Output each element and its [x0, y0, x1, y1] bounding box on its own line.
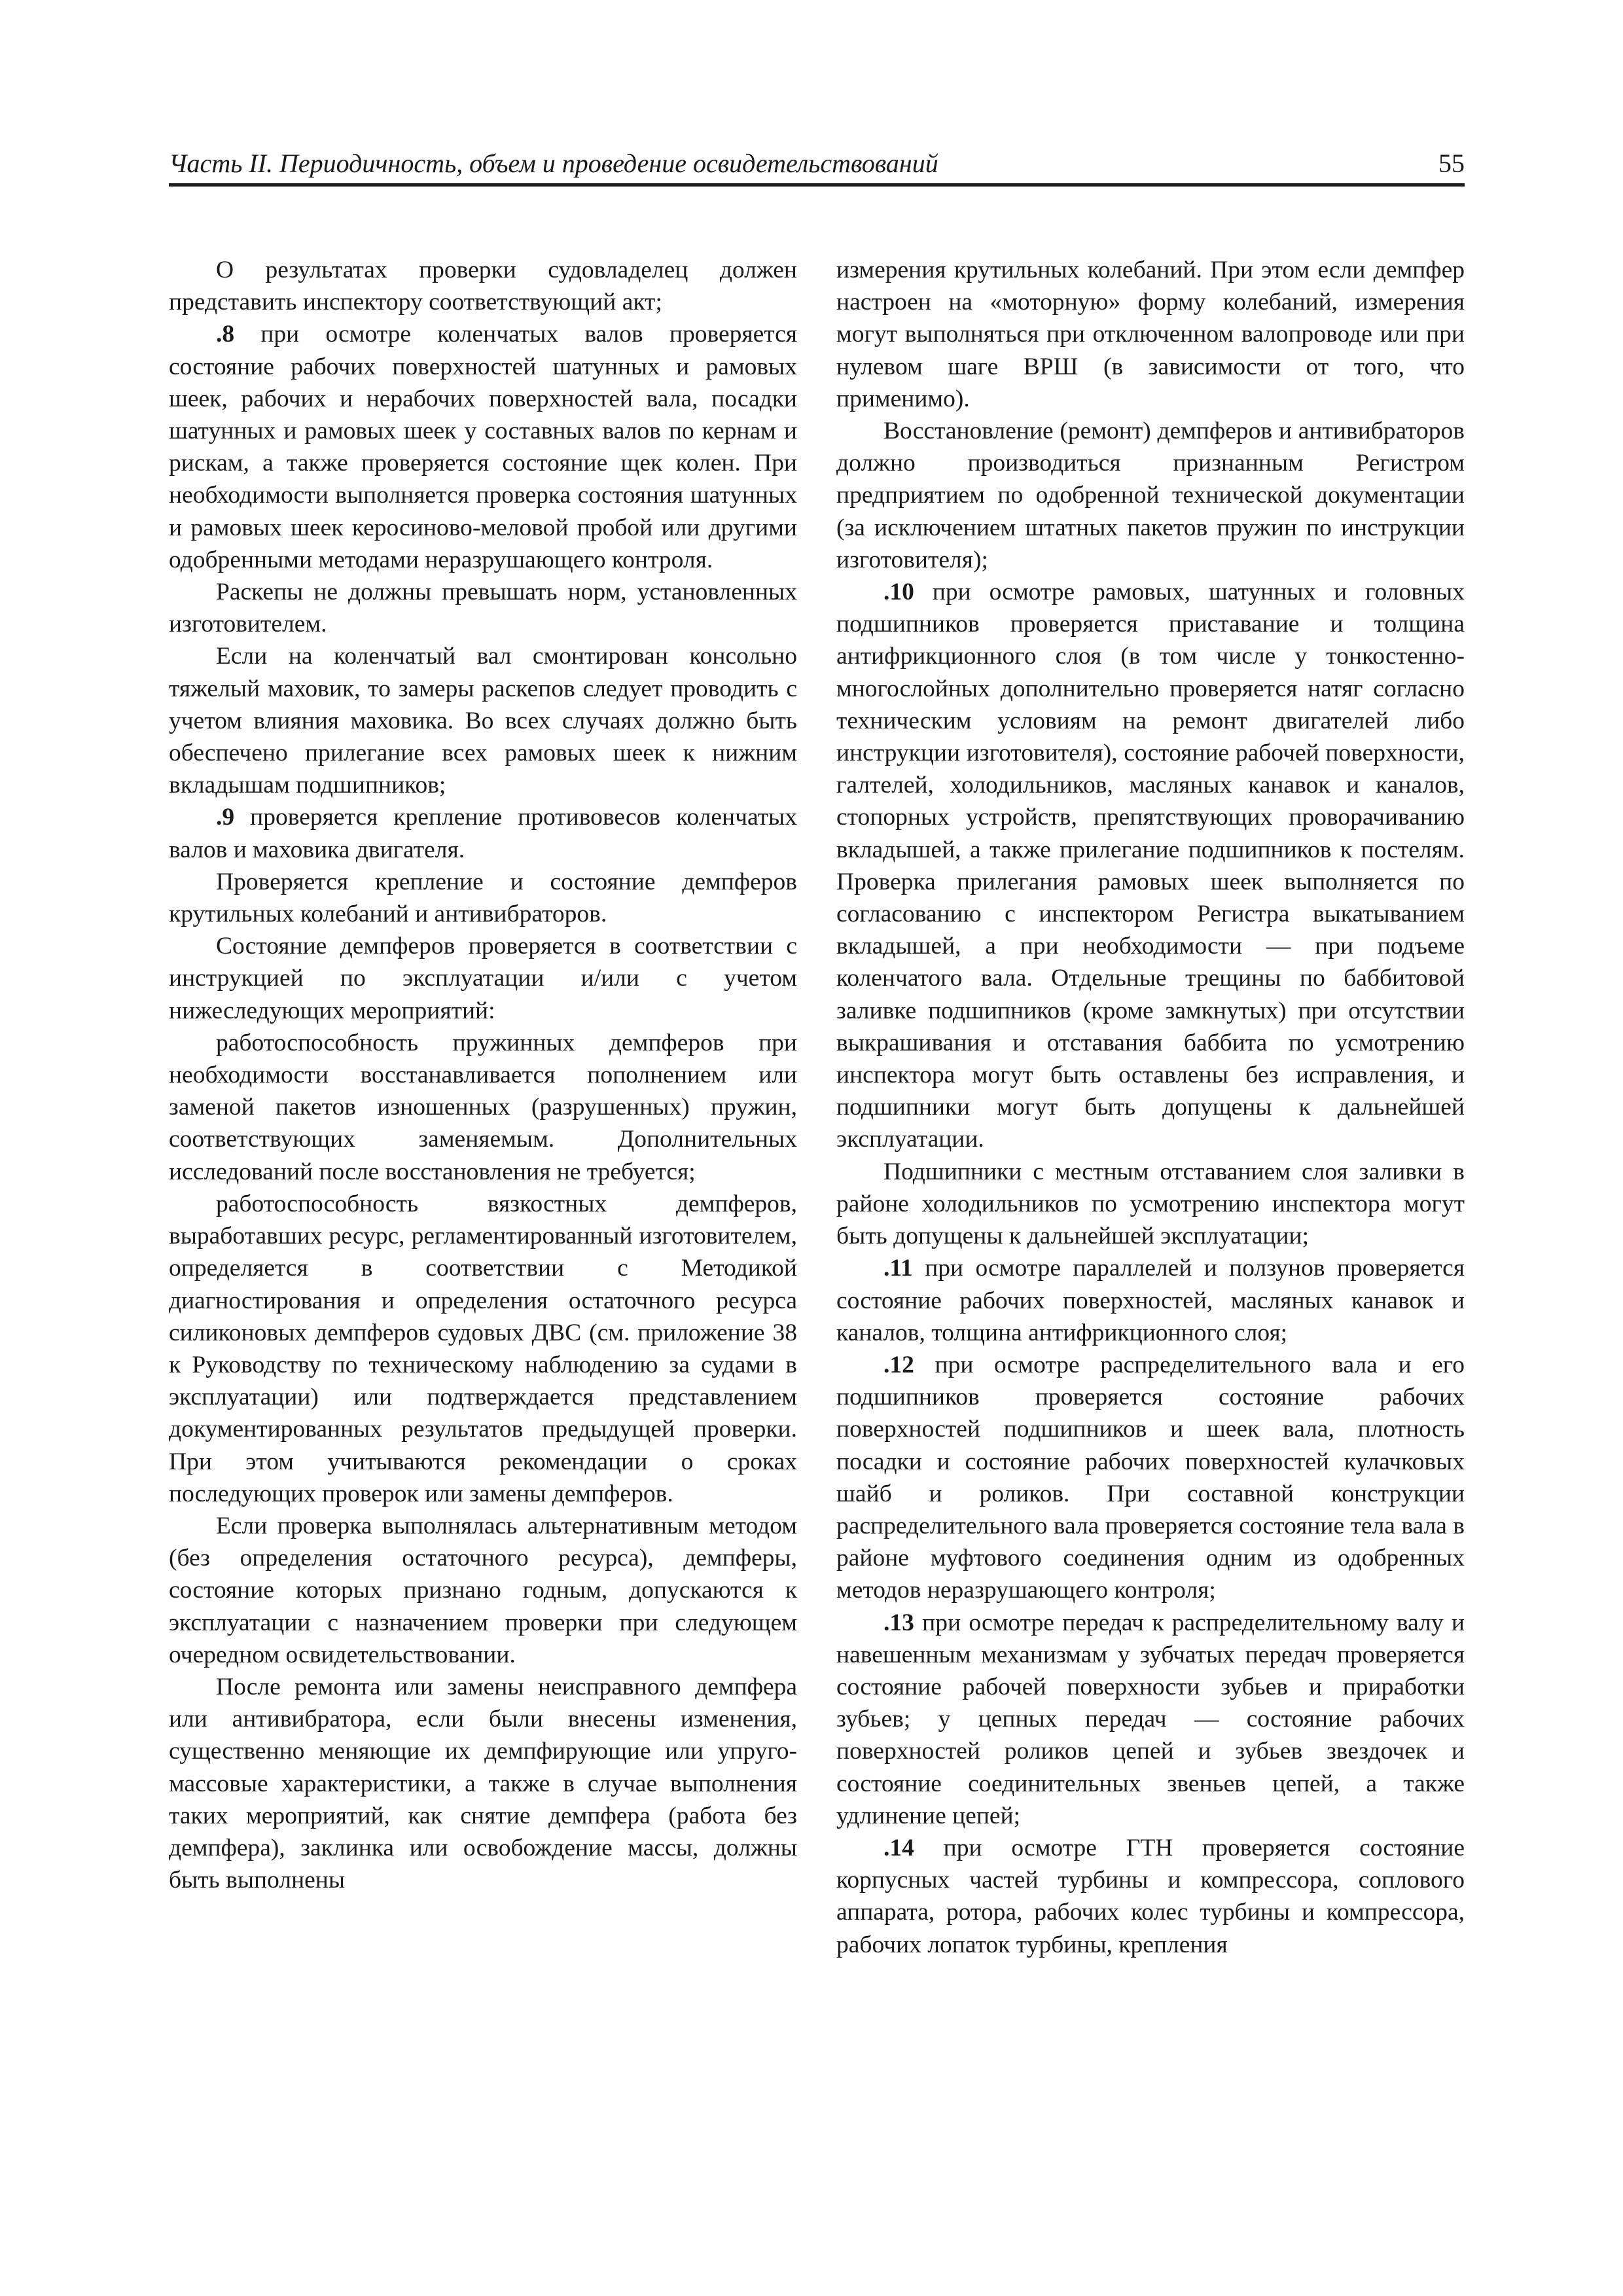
- paragraph-text: Раскепы не должны превышать норм, установленных изготовителем.: [169, 579, 797, 638]
- paragraph: [169, 866, 797, 930]
- paragraph: [169, 1671, 797, 1896]
- paragraph-text: измерения крутильных колебаний. При этом если демпфер настроен на «моторную» форму колебаний, измерения могут выполняться при отключенном валопроводе или при нулевом шаге ВРШ (в зависимости от того, что применимо).: [836, 257, 1465, 412]
- paragraph-text: Если на коленчатый вал смонтирован консольно тяжелый маховик, то замеры раскепов следует проводить с учетом влияния маховика. Во всех случаях должно быть обеспечено прилегание всех рамовых шеек к нижним вкладышам подшипников;: [169, 643, 797, 799]
- paragraph-text: при осмотре параллелей и ползунов проверяется состояние рабочих поверхностей, масляных канавок и каналов, толщина антифрикционного слоя;: [836, 1255, 1465, 1346]
- item-number: .9: [216, 804, 235, 831]
- item-number: .12: [883, 1351, 914, 1378]
- paragraph: [169, 930, 797, 1027]
- item-number: .10: [883, 579, 914, 606]
- paragraph-text: Восстановление (ремонт) демпферов и антивибраторов должно производиться признанным Регистром предприятием по одобренной технической документации (за исключением штатных пакетов пружин по инструкции изготовителя);: [836, 418, 1465, 573]
- paragraph: [169, 1188, 797, 1510]
- running-header-title: Часть II. Периодичность, объем и проведение освидетельствований: [169, 149, 938, 178]
- paragraph: [169, 254, 797, 318]
- item-number: .14: [883, 1834, 914, 1861]
- paragraph: [169, 576, 797, 640]
- item-number: .11: [883, 1255, 913, 1282]
- paragraph: [836, 415, 1465, 576]
- page-header: [169, 143, 1465, 187]
- paragraph-text: при осмотре коленчатых валов проверяется состояние рабочих поверхностей шатунных и рамовых шеек, рабочих и нерабочих поверхностей вала, посадки шатунных и рамовых шеек у составных валов по кернам и рискам, а также проверяется состояние щек колен. При необходимости выполняется проверка состояния шатунных и рамовых шеек керосиново-меловой пробой или другими одобренными методами неразрушающего контроля.: [169, 321, 797, 573]
- paragraph-text: Подшипники с местным отставанием слоя заливки в районе холодильников по усмотрению инспектора могут быть допущены к дальнейшей эксплуатации;: [836, 1158, 1465, 1250]
- paragraph-text: Состояние демпферов проверяется в соответствии с инструкцией по эксплуатации и/или с учетом нижеследующих мероприятий:: [169, 933, 797, 1024]
- left-column: [169, 254, 797, 1896]
- paragraph-text: После ремонта или замены неисправного демпфера или антивибратора, если были внесены изменения, существенно меняющие их демпфирующие или упруго-массовые характеристики, а также в случае выполнения таких мероприятий, как снятие демпфера (работа без демпфера), заклинка или освобождение массы, должны быть выполнены: [169, 1673, 797, 1894]
- paragraph-text: проверяется крепление противовесов коленчатых валов и маховика двигателя.: [169, 804, 797, 863]
- paragraph-text: О результатах проверки судовладелец должен представить инспектору соответствующий акт;: [169, 257, 797, 316]
- page-number: 55: [1438, 149, 1465, 178]
- paragraph: [836, 1607, 1465, 1832]
- paragraph: [169, 1510, 797, 1671]
- paragraph: [836, 254, 1465, 415]
- paragraph: [169, 318, 797, 576]
- paragraph-text: при осмотре передач к распределительному валу и навешенным механизмам у зубчатых передач проверяется состояние рабочей поверхности зубьев и приработки зубьев; у цепных передач — состояние рабочих поверхностей роликов цепей и зубьев звездочек и состояние соединительных звеньев цепей, а также удлинение цепей;: [836, 1609, 1465, 1829]
- paragraph-text: работоспособность вязкостных демпферов, выработавших ресурс, регламентированный изготовителем, определяется в соответствии с Методикой диагностирования и определения остаточного ресурса силиконовых демпферов судовых ДВС (см. приложение 38 к Руководству по техническому наблюдению за судами в эксплуатации) или подтверждается представлением документированных результатов предыдущей проверки. При этом учитываются рекомендации о сроках последующих проверок или замены демпферов.: [169, 1190, 797, 1507]
- paragraph: [836, 1832, 1465, 1961]
- paragraph: [169, 801, 797, 865]
- paragraph: [836, 1349, 1465, 1607]
- paragraph-text: при осмотре ГТН проверяется состояние корпусных частей турбины и компрессора, соплового аппарата, ротора, рабочих колес турбины и компрессора, рабочих лопаток турбины, крепления: [836, 1834, 1465, 1958]
- item-number: .8: [216, 321, 235, 348]
- paragraph-text: Проверяется крепление и состояние демпферов крутильных колебаний и антивибраторов.: [169, 868, 797, 928]
- paragraph-text: работоспособность пружинных демпферов при необходимости восстанавливается пополнением или заменой пакетов изношенных (разрушенных) пружин, соответствующих заменяемым. Дополнительных исследований после восстановления не требуется;: [169, 1029, 797, 1185]
- paragraph: [169, 1027, 797, 1188]
- paragraph-text: при осмотре рамовых, шатунных и головных подшипников проверяется приставание и толщина антифрикционного слоя (в том числе у тонкостенно-многослойных дополнительно проверяется натяг согласно техническим условиям на ремонт двигателей либо инструкции изготовителя), состояние рабочей поверхности, галтелей, холодильников, масляных канавок и каналов, стопорных устройств, препятствующих проворачиванию вкладышей, а также прилегание подшипников к постелям. Проверка прилегания рамовых шеек выполняется по согласованию с инспектором Регистра выкатыванием вкладышей, а при необходимости — при подъеме коленчатого вала. Отдельные трещины по баббитовой заливке подшипников (кроме замкнутых) при отсутствии выкрашивания и отставания баббита по усмотрению инспектора могут быть оставлены без исправления, и подшипники могут быть допущены к дальнейшей эксплуатации.: [836, 579, 1465, 1153]
- paragraph: [169, 640, 797, 801]
- paragraph: [836, 1156, 1465, 1253]
- paragraph: [836, 1252, 1465, 1349]
- paragraph: [836, 576, 1465, 1156]
- item-number: .13: [883, 1609, 914, 1636]
- paragraph-text: при осмотре распределительного вала и его подшипников проверяется состояние рабочих поверхностей подшипников и шеек вала, плотность посадки и состояние рабочих поверхностей кулачковых шайб и роликов. При составной конструкции распределительного вала проверяется состояние тела вала в районе муфтового соединения одним из одобренных методов неразрушающего контроля;: [836, 1351, 1465, 1604]
- paragraph-text: Если проверка выполнялась альтернативным методом (без определения остаточного ресурса), демпферы, состояние которых признано годным, допускаются к эксплуатации с назначением проверки при следующем очередном освидетельствовании.: [169, 1512, 797, 1668]
- right-column: [836, 254, 1465, 1961]
